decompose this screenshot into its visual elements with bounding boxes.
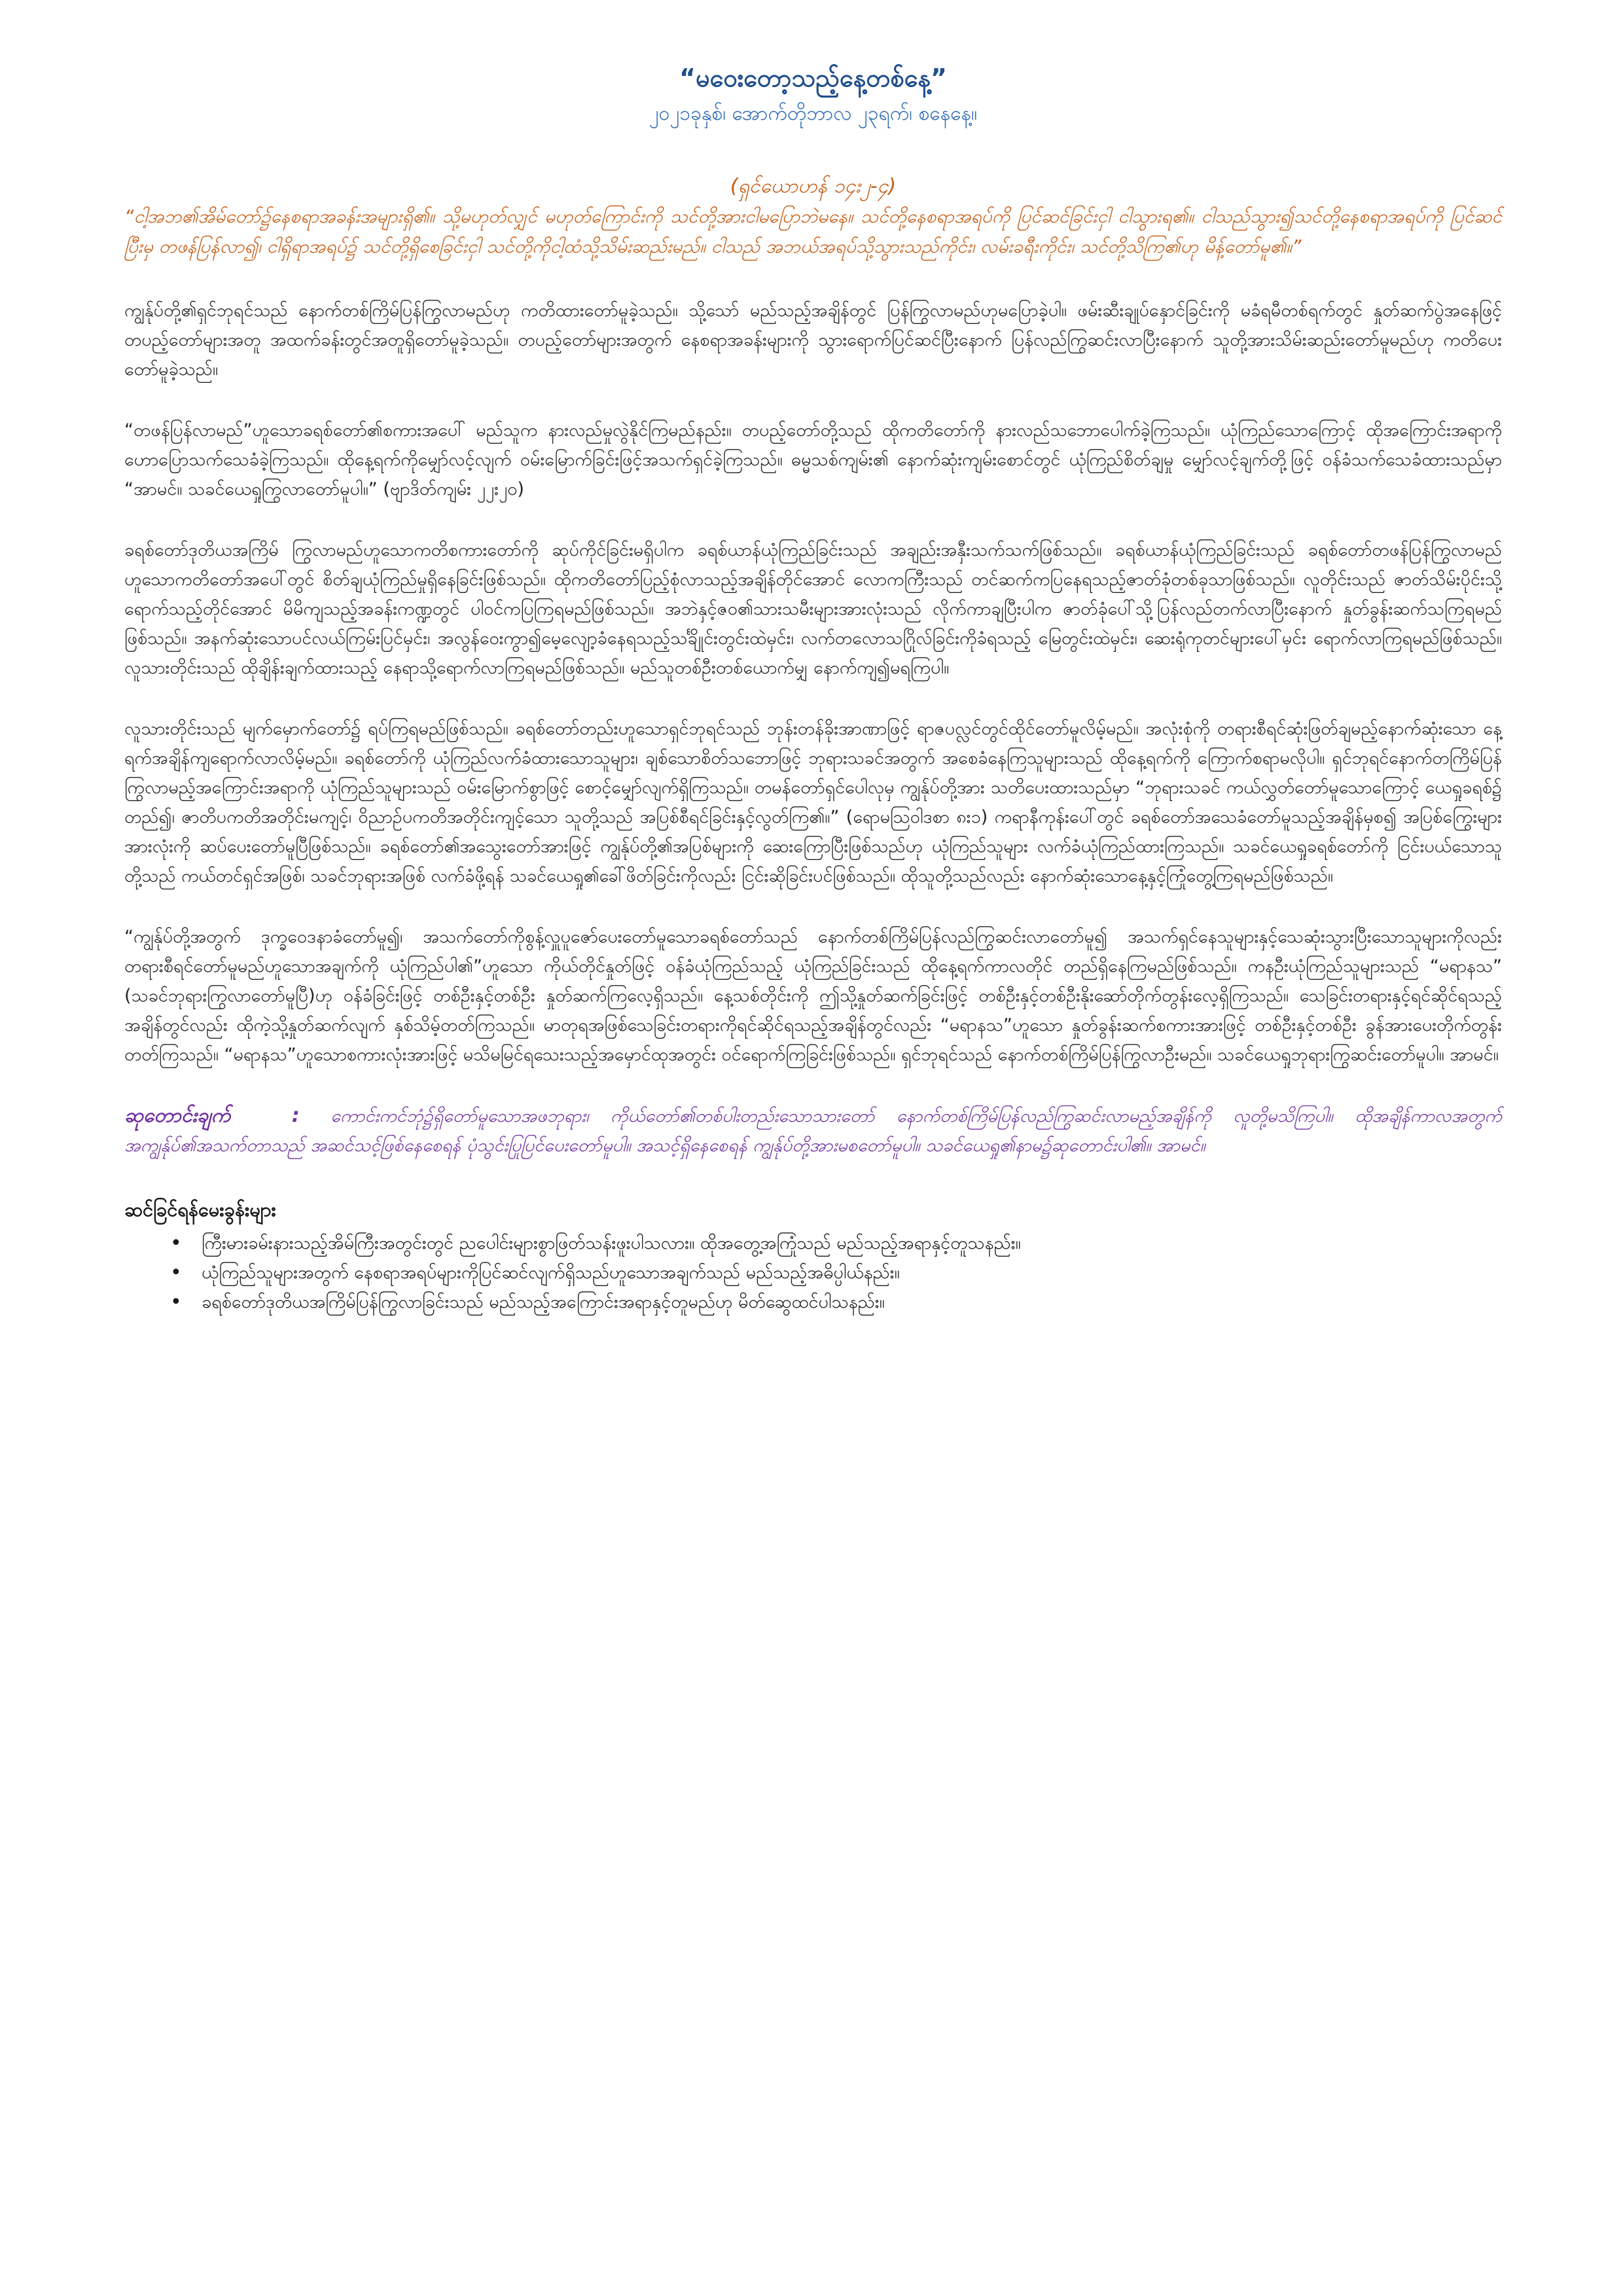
body-paragraph-1: ကျွန်ုပ်တို့၏ရှင်ဘုရင်သည် နောက်တစ်ကြိမ်ပြန်ကြွလာမည်ဟု ကတိထားတော်မူခဲ့သည်။ သို့သော် မည်သည့်အချိန်တွင် ပြန်ကြွလာမည်ဟုမပြောခဲ့ပါ။ ဖမ်းဆီးချုပ်နှောင်ခြင်းကို မခံရမီတစ်ရက်တွင် နှုတ်ဆက်ပွဲအနေဖြင့် တပည့်တော်များအတူ အထက်ခန်းတွင်အတူရှိတော်မူခဲ့သည်။ တပည့်တော်များအတွက် နေစရာအခန်းများကို သွားရောက်ပြင်ဆင်ပြီးနောက် ပြန်လည်ကြွဆင်းလာပြီးနောက် သူတို့အားသိမ်းဆည်းတော်မူမည်ဟု ကတိပေးတော်မူခဲ့သည်။ bbox=[124, 300, 1502, 380]
prayer-label: ဆုတောင်းချက် bbox=[124, 1104, 231, 1127]
body-paragraph-5: “ကျွန်ုပ်တို့အတွက် ဒုက္ခဝေဒနာခံတော်မူ၍၊ အသက်တော်ကိုစွန့်လှူပူဇော်ပေးတော်မူသောခရစ်တော်သည် နောက်တစ်ကြိမ်ပြန်လည်ကြွဆင်းလာတော်မူ၍ အသက်ရှင်နေသူများနှင့်သေဆုံးသွားပြီးသောသူများကိုလည်း တရားစီရင်တော်မူမည်ဟူသောအချက်ကို ယုံကြည်ပါ၏”ဟူသော ကိုယ်တိုင်နှုတ်ဖြင့် ဝန်ခံယုံကြည်သည့် ယုံကြည်ခြင်းသည် ထိုနေ့ရက်ကာလတိုင် တည်ရှိနေကြမည်ဖြစ်သည်။ ကနဦးယုံကြည်သူများသည် “မရာနသ” (သခင်ဘုရားကြွလာတော်မူပြီ)ဟု ဝန်ခံခြင်းဖြင့် တစ်ဦးနှင့်တစ်ဦး နှုတ်ဆက်ကြလေ့ရှိသည်။ နေ့သစ်တိုင်းကို ဤသို့နှုတ်ဆက်ခြင်းဖြင့် တစ်ဦးနှင့်တစ်ဦးနိုးဆော်တိုက်တွန်းလေ့ရှိကြသည်။ သေခြင်းတရားနှင့်ရင်ဆိုင်ရသည့်အချိန်တွင်လည်း ထိုကဲ့သို့နှုတ်ဆက်လျက် နှစ်သိမ့်တတ်ကြသည်။ မာတုရအဖြစ်သေခြင်းတရားကိုရင်ဆိုင်ရသည့်အချိန်တွင်လည်း “မရာနသ”ဟူသော နှုတ်ခွန်းဆက်စကားအားဖြင့် တစ်ဦးနှင့်တစ်ဦး ခွန်အားပေးတိုက်တွန်းတတ်ကြသည်။ “မရာနသ”ဟူသောစကားလုံးအားဖြင့် မသိမမြင်ရသေးသည့်အမှောင်ထုအတွင်း ဝင်ရောက်ကြခြင်းဖြစ်သည်။ ရှင်ဘုရင်သည် နောက်တစ်ကြိမ်ပြန်ကြွလာဦးမည်။ သခင်ယေရှုဘုရားကြွဆင်းတော်မူပါ။ အာမင်။ bbox=[124, 927, 1502, 1065]
list-item bbox=[170, 1258, 1502, 1287]
prayer-text: ကောင်းကင်ဘုံ၌ရှိတော်မူသောအဖဘုရား၊ ကိုယ်တော်၏တစ်ပါးတည်းသောသားတော် နောက်တစ်ကြိမ်ပြန်လည်ကြွဆင်းလာမည့်အချိန်ကို လူတို့မသိကြပါ။ ထိုအချိန်ကာလအတွက် အကျွန်ုပ်၏အသက်တာသည် အဆင်သင့်ဖြစ်နေစေရန် ပုံသွင်းပြုပြင်ပေးတော်မူပါ။ အသင့်ရှိနေစေရန် ကျွန်ုပ်တို့အားမစတော်မူပါ။ သခင်ယေရှု၏နာမ၌ဆုတောင်းပါ၏။ အာမင်။ bbox=[124, 1106, 1502, 1156]
questions-list bbox=[124, 1229, 1502, 1317]
bullet-icon: • bbox=[170, 1261, 182, 1284]
verse-reference: (ရှင်ယောဟန် ၁၄း၂-၄) bbox=[730, 175, 897, 198]
question-text: ခရစ်တော်ဒုတိယအကြိမ်ပြန်ကြွလာခြင်းသည် မည်သည့်အကြောင်းအရာနှင့်တူမည်ဟု မိတ်ဆွေထင်ပါသနည်း။ bbox=[202, 1292, 885, 1312]
list-item bbox=[170, 1287, 1502, 1317]
page-title: “မဝေးတော့သည့်နေ့တစ်နေ့” bbox=[679, 63, 947, 92]
question-text: ယုံကြည်သူများအတွက် နေစရာအရပ်များကိုပြင်ဆင်လျက်ရှိသည်ဟူသောအချက်သည် မည်သည့်အဓိပ္ပါယ်နည်း။ bbox=[202, 1263, 900, 1283]
date-line: ၂၀၂၁ခုနှစ်၊ အောက်တိုဘာလ ၂၃ရက်၊ စနေနေ့။ bbox=[649, 102, 978, 125]
prayer-separator: : bbox=[291, 1104, 300, 1127]
body-paragraph-4: လူသားတိုင်းသည် မျက်မှောက်တော်၌ ရပ်ကြရမည်ဖြစ်သည်။ ခရစ်တော်တည်းဟူသောရှင်ဘုရင်သည် ဘုန်းတန်ခိုးအာဏာဖြင့် ရာဇပလ္လင်တွင်ထိုင်တော်မူလိမ့်မည်။ အလုံးစုံကို တရားစီရင်ဆုံးဖြတ်ချမည့်နောက်ဆုံးသော နေ့ရက်အချိန်ကျရောက်လာလိမ့်မည်။ ခရစ်တော်ကို ယုံကြည်လက်ခံထားသောသူများ၊ ချစ်သောစိတ်သဘောဖြင့် ဘုရားသခင်အတွက် အစေခံနေကြသူများသည် ထိုနေ့ရက်ကို ကြောက်စရာမလိုပါ။ ရှင်ဘုရင်နောက်တကြိမ်ပြန်ကြွလာမည့်အကြောင်းအရာကို ယုံကြည်သူများသည် ဝမ်းမြောက်စွာဖြင့် စောင့်မျှော်လျက်ရှိကြသည်။ တမန်တော်ရှင်ပေါလုမှ ကျွန်ုပ်တို့အား သတိပေးထားသည်မှာ “ဘုရားသခင် ကယ်လွှတ်တော်မူသောကြောင့် ယေရှုခရစ်၌ တည်၍၊ ဇာတိပကတိအတိုင်းမကျင့်၊ ဝိညာဉ်ပကတိအတိုင်းကျင့်သော သူတို့သည် အပြစ်စီရင်ခြင်းနှင့်လွတ်ကြ၏။” (ရောမဩဝါဒစာ ၈း၁) ကရာနီကုန်းပေါ်တွင် ခရစ်တော်အသေခံတော်မူသည့်အချိန်မှစ၍ အပြစ်ကြွေးများအားလုံးကို ဆပ်ပေးတော်မူပြီဖြစ်သည်။ ခရစ်တော်၏အသွေးတော်အားဖြင့် ကျွန်ုပ်တို့၏အပြစ်များကို ဆေးကြောပြီးဖြစ်သည်ဟု ယုံကြည်သူများ လက်ခံယုံကြည်ထားကြသည်။ သခင်ယေရှုခရစ်တော်ကို ငြင်းပယ်သောသူတို့သည် ကယ်တင်ရှင်အဖြစ်၊ သခင်ဘုရားအဖြစ် လက်ခံဖို့ရန် သခင်ယေရှု၏ခေါ်ဖိတ်ခြင်းကိုလည်း ငြင်းဆိုခြင်းပင်ဖြစ်သည်။ ထိုသူတို့သည်လည်း နောက်ဆုံးသောနေ့နှင့်ကြုံတွေ့ကြရမည်ဖြစ်သည်။ bbox=[124, 719, 1502, 886]
bullet-icon: • bbox=[170, 1232, 182, 1255]
body-paragraph-2: “တဖန်ပြန်လာမည်”ဟူသောခရစ်တော်၏စကားအပေါ် မည်သူက နားလည်မှုလွဲနိုင်ကြမည်နည်း။ တပည့်တော်တို့သည် ထိုကတိတော်ကို နားလည်သဘောပေါက်ခဲ့ကြသည်။ ယုံကြည်သောကြောင့် ထိုအကြောင်းအရာကို ဟောပြောသက်သေခံခဲ့ကြသည်။ ထိုနေ့ရက်ကိုမျှော်လင့်လျက် ဝမ်းမြောက်ခြင်းဖြင့်အသက်ရှင်ခဲ့ကြသည်။ ဓမ္မသစ်ကျမ်း၏ နောက်ဆုံးကျမ်းစောင်တွင် ယုံကြည်စိတ်ချမှု မျှော်လင့်ချက်တို့ဖြင့် ဝန်ခံသက်သေခံထားသည်မှာ “အာမင်။ သခင်ယေရှုကြွလာတော်မူပါ။” (ဗျာဒိတ်ကျမ်း ၂၂း၂၀) bbox=[124, 420, 1502, 499]
question-text: ကြီးမားခမ်းနားသည့်အိမ်ကြီးအတွင်းတွင် ညပေါင်းများစွာဖြတ်သန်းဖူးပါသလား။ ထိုအတွေ့အကြုံသည် မည်သည့်အရာနှင့်တူသနည်း။ bbox=[202, 1233, 1021, 1253]
bullet-icon: • bbox=[170, 1291, 182, 1314]
prayer-block bbox=[124, 1101, 1502, 1160]
questions-heading: ဆင်ခြင်ရန်မေးခွန်းများ bbox=[124, 1198, 276, 1221]
list-item bbox=[170, 1229, 1502, 1258]
body-paragraph-3: ခရစ်တော်ဒုတိယအကြိမ် ကြွလာမည်ဟူသောကတိစကားတော်ကို ဆုပ်ကိုင်ခြင်းမရှိပါက ခရစ်ယာန်ယုံကြည်ခြင်းသည် အချည်းအနှီးသက်သက်ဖြစ်သည်။ ခရစ်ယာန်ယုံကြည်ခြင်းသည် ခရစ်တော်တဖန်ပြန်ကြွလာမည်ဟူသောကတိတော်အပေါ်တွင် စိတ်ချယုံကြည်မှုရှိနေခြင်းဖြစ်သည်။ ထိုကတိတော်ပြည့်စုံလာသည့်အချိန်တိုင်အောင် လောကကြီးသည် တင်ဆက်ကပြနေရသည့်ဇာတ်ခုံတစ်ခုသာဖြစ်သည်။ လူတိုင်းသည် ဇာတ်သိမ်းပိုင်းသို့ရောက်သည့်တိုင်အောင် မိမိကျသည့်အခန်းကဏ္ဍတွင် ပါဝင်ကပြကြရမည်ဖြစ်သည်။ အဘဲနှင့်ဇဝ၏သားသမီးများအားလုံးသည် လိုက်ကာချပြီးပါက ဇာတ်ခုံပေါ်သို့ပြန်လည်တက်လာပြီးနောက် နှုတ်ခွန်းဆက်သကြရမည်ဖြစ်သည်။ အနက်ဆုံးသောပင်လယ်ကြမ်းပြင်မှင်း၊ အလွန်ဝေးကွာ၍မေ့လျော့ခံနေရသည့်သင်္ချိုင်းတွင်းထဲမှင်း၊ လက်တလောသဂြိုလ်ခြင်းကိုခံရသည့် မြေတွင်းထဲမှင်း၊ ဆေးရုံကုတင်များပေါ်မှင်း ရောက်လာကြရမည်ဖြစ်သည်။ လူသားတိုင်းသည် ထိုချိန်းချက်ထားသည့် နေရာသို့ရောက်လာကြရမည်ဖြစ်သည်။ မည်သူတစ်ဦးတစ်ယောက်မျှ နောက်ကျ၍မရကြပါ။ bbox=[124, 540, 1502, 678]
verse-text: “ငါ့အဘ၏အိမ်တော်၌နေစရာအခန်းအများရှိ၏။ သို့မဟုတ်လျှင် မဟုတ်ကြောင်းကို သင်တို့အားငါမပြောဘဲမနေ။ သင်တို့နေစရာအရပ်ကို ပြင်ဆင်ခြင်းငှါ ငါသွားရ၏။ ငါသည်သွား၍သင်တို့နေစရာအရပ်ကို ပြင်ဆင်ပြီးမှ တဖန်ပြန်လာ၍၊ ငါရှိရာအရပ်၌ သင်တို့ရှိစေခြင်းငှါ သင်တို့ကိုငါ့ထံသို့သိမ်းဆည်းမည်။ ငါသည် အဘယ်အရပ်သို့သွားသည်ကိုင်း၊ လမ်းခရီးကိုင်း၊ သင်တို့သိကြ၏ဟု မိန့်တော်မူ၏။” bbox=[124, 206, 1502, 257]
